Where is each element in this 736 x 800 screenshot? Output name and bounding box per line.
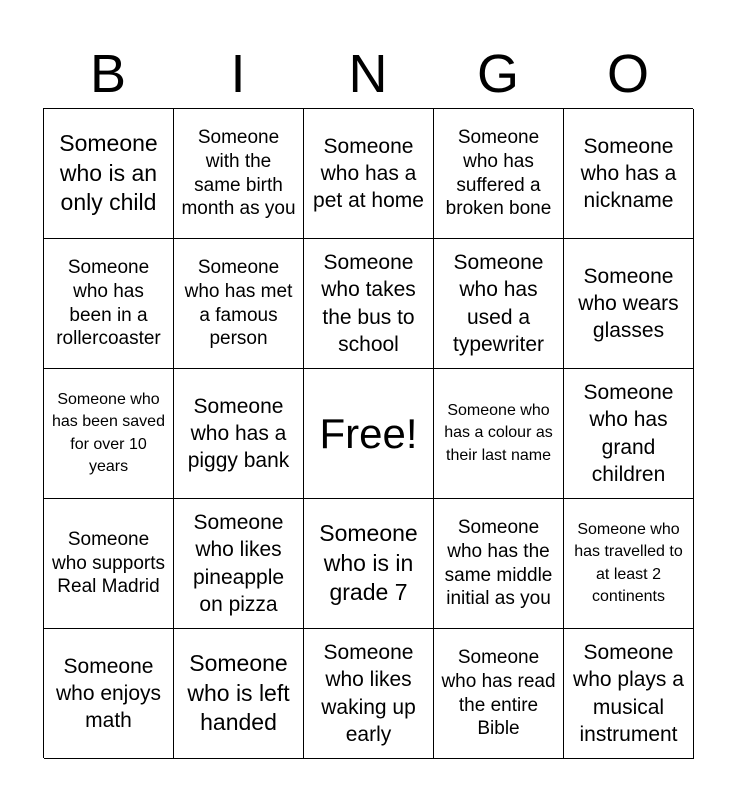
cell-text: Someone who has met a famous person	[184, 257, 293, 350]
bingo-cell[interactable]	[434, 369, 564, 499]
bingo-card	[43, 108, 693, 758]
cell-text: Someone who has a piggy bank	[187, 394, 290, 473]
cell-text: Someone who plays a musical instrument	[573, 640, 684, 746]
bingo-cell[interactable]	[564, 239, 694, 369]
bingo-cell[interactable]	[304, 629, 434, 759]
bingo-cell[interactable]	[174, 629, 304, 759]
bingo-cell[interactable]	[564, 369, 694, 499]
bingo-cell[interactable]	[304, 499, 434, 629]
cell-text: Someone who takes the bus to school	[321, 250, 416, 356]
bingo-cell[interactable]	[304, 239, 434, 369]
bingo-cell[interactable]	[564, 109, 694, 239]
header-letter-i: I	[230, 44, 246, 104]
bingo-cell[interactable]	[434, 239, 564, 369]
cell-text: Someone who enjoys math	[55, 654, 162, 733]
cell-text: Someone who has suffered a broken bone	[445, 127, 552, 220]
bingo-cell[interactable]	[174, 239, 304, 369]
cell-text: Someone who has a nickname	[580, 134, 677, 213]
bingo-cell[interactable]	[434, 629, 564, 759]
cell-text: Someone who has grand children	[583, 380, 674, 486]
cell-text: Someone who has a pet at home	[313, 134, 424, 213]
cell-text: Someone who has the same middle initial as you	[444, 517, 553, 610]
bingo-cell[interactable]	[44, 239, 174, 369]
cell-text: Someone who has been in a rollercoaster	[56, 257, 161, 350]
header-letter-o: O	[606, 44, 649, 104]
bingo-header	[43, 40, 693, 108]
bingo-cell[interactable]	[44, 499, 174, 629]
cell-text: Someone who has used a typewriter	[452, 250, 545, 356]
cell-text: Someone with the same birth month as you	[181, 127, 296, 220]
cell-text: Someone who is in grade 7	[319, 519, 418, 606]
cell-text: Someone who wears glasses	[578, 264, 679, 343]
bingo-cell[interactable]	[564, 629, 694, 759]
bingo-cell[interactable]	[304, 109, 434, 239]
bingo-cell[interactable]	[434, 109, 564, 239]
cell-text: Someone who is left handed	[187, 649, 290, 736]
cell-text: Someone who likes pineapple on pizza	[192, 510, 285, 616]
cell-text: Someone who has read the entire Bible	[441, 647, 556, 740]
cell-text: Someone who likes waking up early	[321, 640, 416, 746]
header-letter-g: G	[476, 44, 519, 104]
bingo-cell[interactable]	[174, 369, 304, 499]
bingo-cell[interactable]	[174, 499, 304, 629]
cell-text: Someone who has been saved for over 10 years	[52, 390, 165, 475]
cell-text: Someone who supports Real Madrid	[51, 528, 165, 598]
header-letter-b: B	[89, 44, 127, 104]
bingo-cell[interactable]	[44, 629, 174, 759]
free-space-cell[interactable]	[304, 369, 434, 499]
bingo-cell[interactable]	[44, 109, 174, 239]
bingo-cell[interactable]	[44, 369, 174, 499]
cell-text: Someone who has travelled to at least 2 continents	[574, 520, 683, 605]
bingo-cell[interactable]	[174, 109, 304, 239]
bingo-cell[interactable]	[434, 499, 564, 629]
cell-text: Someone who is an only child	[59, 129, 158, 216]
free-space-text: Free!	[319, 409, 418, 457]
bingo-cell[interactable]	[564, 499, 694, 629]
cell-text: Someone who has a colour as their last name	[444, 401, 553, 464]
header-letter-n: N	[348, 44, 388, 104]
